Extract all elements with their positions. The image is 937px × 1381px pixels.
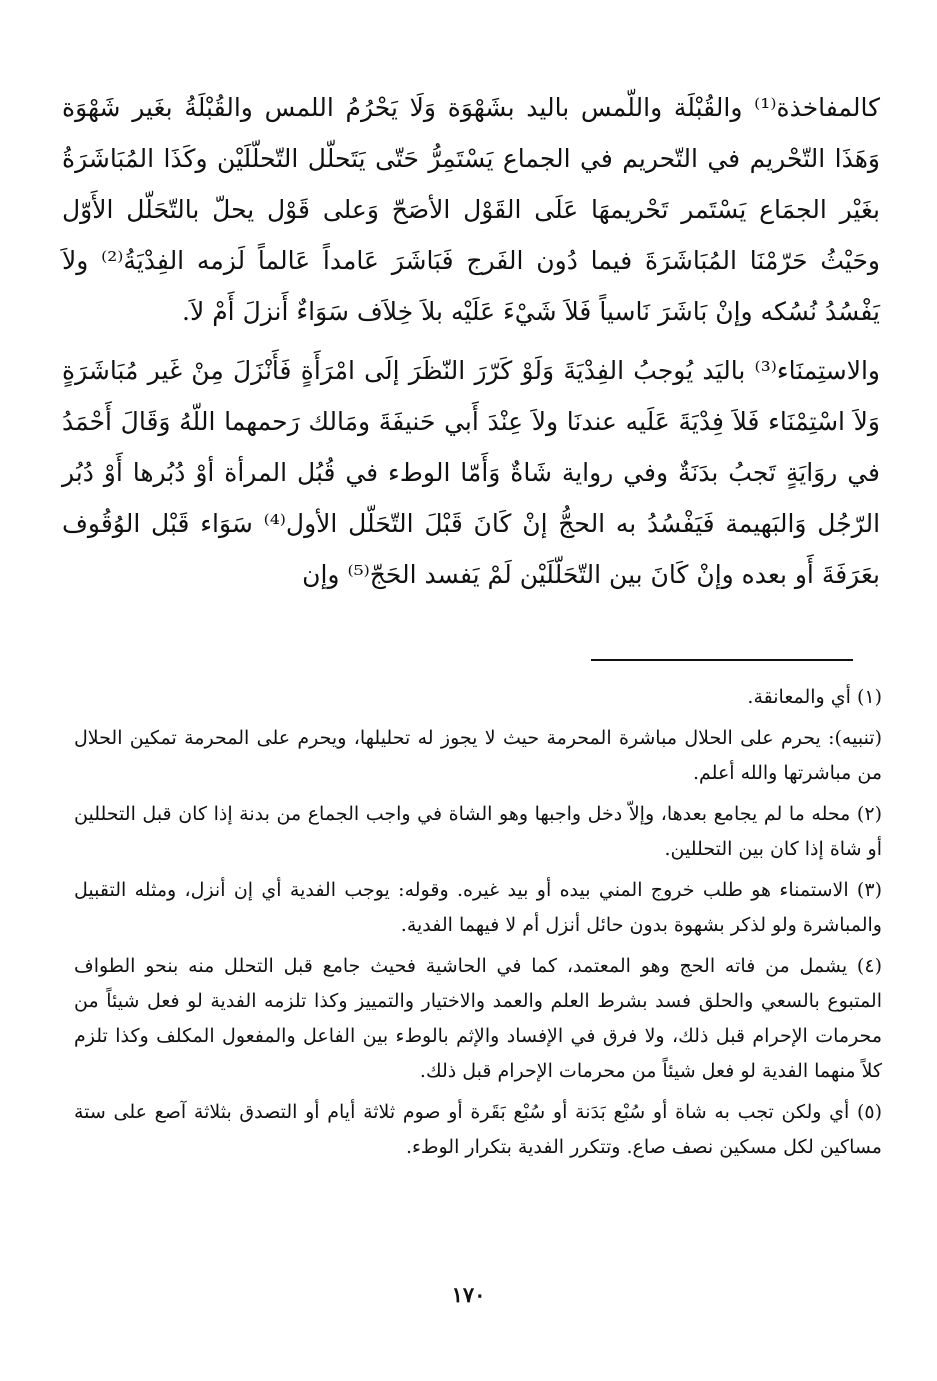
main-text-body xyxy=(62,82,880,600)
page-number: ١٧٠ xyxy=(451,1282,486,1307)
main-paragraph: كالمفاخذة⁽¹⁾ والقُبْلَة واللّمس باليد بشَهْوَة وَلَا يَحْرُمُ اللمس والقُبْلَةُ بغَير شَهْوَة وَهَذَا التّحْريم في التّحريم في الجماع يَسْتَمِرُّ حَتّى يَتَحلّل التّحلّلَيْن وكَذَا المُبَاشَرَةُ بغَيْر الجمَاع يَسْتَمر تَحْريمهَا عَلَى القَوْل الأصَحّ وَعلى قَوْل يحلّ بالتّحَلّل الأَوّل وحَيْثُ حَرّمْنَا المُبَاشَرَةَ فيما دُون الفَرج فَبَاشَرَ عَامداً عَالماً لَزمه الفِدْيَةُ⁽²⁾ ولاَ يَفْسُدُ نُسُكه وإنْ بَاشَرَ نَاسياً فَلاَ شَيْءَ عَلَيْه بلاَ خِلاَف سَوَاءٌ أَنزلَ أَمْ لاَ. xyxy=(62,93,880,326)
footnote: (تنبيه): يحرم على الحلال مباشرة المحرمة حيث لا يجوز له تحليلها، ويحرم على المحرمة تمكين الحلال من مباشرتها والله أعلم. xyxy=(74,727,882,784)
footnote: (٢) محله ما لم يجامع بعدها، وإلاّ دخل واجبها وهو الشاة في واجب الجماع من بدنة إذا كان قبل التحللين أو شاة إذا كان بين التحللين. xyxy=(74,803,882,860)
footnote: (٥) أي ولكن تجب به شاة أو سُبْع بَدَنة أو سُبْع بَقَرة أو صوم ثلاثة أيام أو التصدق بثلاثة آصع على ستة مساكين لكل مسكين نصف صاع. وتتكرر الفدية بتكرار الوطء. xyxy=(74,1101,882,1158)
footnote: (١) أي والمعانقة. xyxy=(747,686,882,708)
footnote: (٣) الاستمناء هو طلب خروج المني بيده أو بيد غيره. وقوله: يوجب الفدية أي إن أنزل، ومثله التقبيل والمباشرة ولو لذكر بشهوة بدون حائل أنزل أم لا فيهما الفدية. xyxy=(74,879,882,936)
main-paragraph: والاستِمنَاء⁽³⁾ باليَد يُوجبُ الفِدْيَةَ وَلَوْ كَرّرَ النّظَرَ إلَى امْرَأَةٍ فَأَنْزَلَ مِنْ غَير مُبَاشَرَةٍ وَلاَ اسْتِمْنَاء فَلاَ فِدْيَةَ عَلَيه عندنَا ولاَ عِنْدَ أَبي حَنيفَةَ ومَالك رَحمهما اللّهُ وَقَالَ أَحْمَدُ في روَايَةٍ تَجبُ بدَنَةٌ وفي رواية شَاةٌ وَأَمّا الوطء في قُبُل المرأة أوْ دُبُرها أَوْ دُبُر الرّجُل وَالبَهيمة فَيَفْسُدُ به الحجُّ إنْ كَانَ قَبْلَ التّحَلّل الأول⁽⁴⁾ سَوَاء قَبْل الوُقُوف بعَرَفَةَ أَو بعده وإنْ كَانَ بين التّحَلّلَيْن لَمْ يَفسد الحَجّ⁽⁵⁾ وإن xyxy=(62,356,881,589)
footnote-separator xyxy=(591,659,853,661)
footnote: (٤) يشمل من فاته الحج وهو المعتمد، كما في الحاشية فحيث جامع قبل التحلل منه بنحو الطواف المتبوع بالسعي والحلق فسد بشرط العلم والعمد والاختيار والتمييز وكذا تلزمه الفدية لو فعل شيئاً من محرمات الإحرام قبل ذلك، ولا فرق في الإفساد والإثم بالوطء بين الفاعل والمفعول المكلف وكذا تلزم كلاً منهما الفدية لو فعل شيئاً من محرمات الإحرام قبل ذلك. xyxy=(74,955,882,1082)
footnotes-section xyxy=(74,680,882,1171)
